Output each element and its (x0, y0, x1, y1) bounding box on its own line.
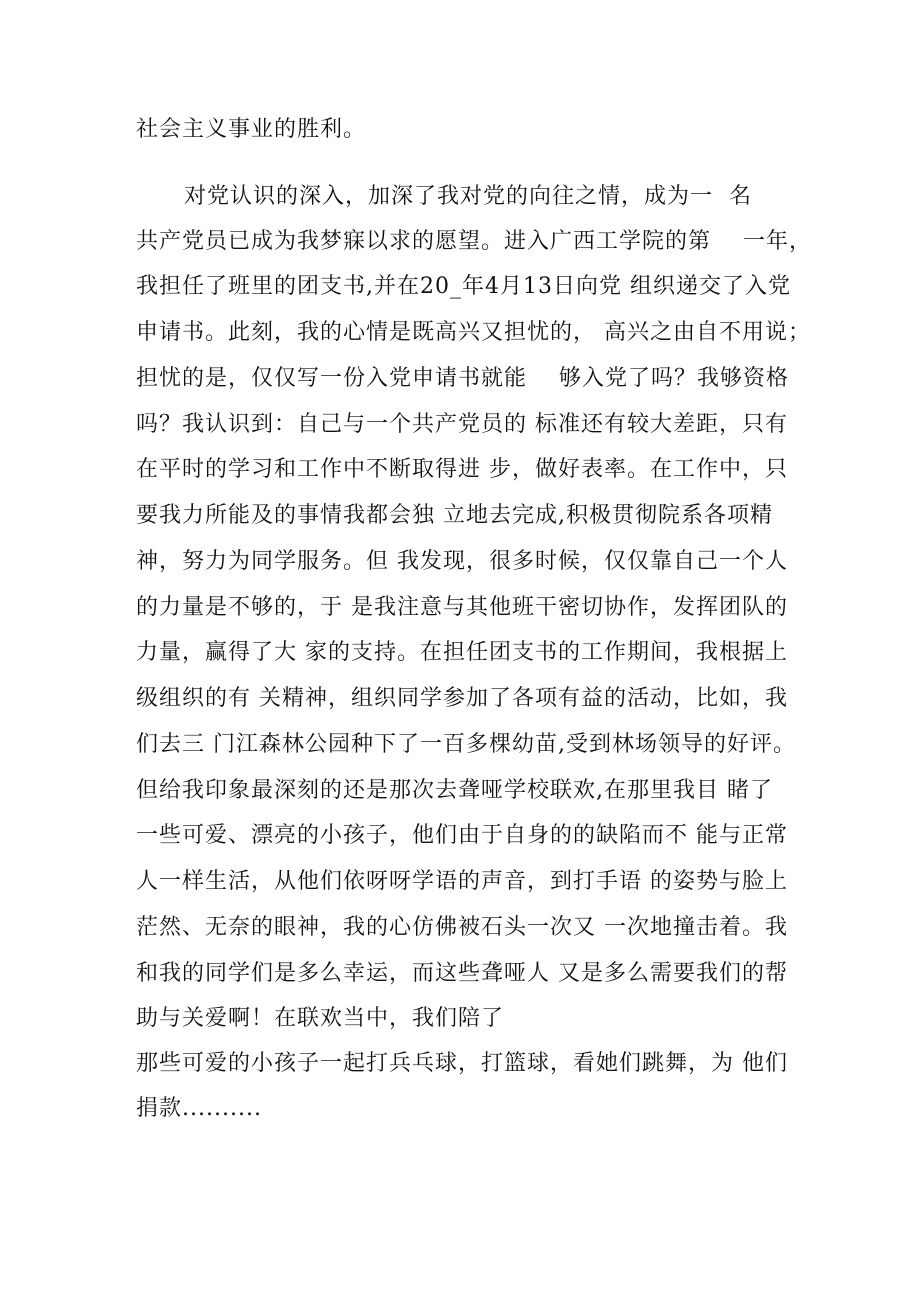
text-line: 级组织的有 关精神，组织同学参加了各项有益的活动，比如，我 (136, 686, 788, 711)
text-line: 共产党员已成为我梦寐以求的愿望。进入广西工学院的第 一年， (136, 229, 812, 254)
text-line: 但给我印象最深刻的还是那次去聋哑学校联欢,在那里我目 睹了 (136, 778, 773, 803)
text-line: 茫然、无奈的眼神，我的心仿佛被石头一次又 一次地撞击着。我 (136, 915, 788, 940)
text-line: 神，努力为同学服务。但 我发现，很多时候，仅仅靠自己一个人 (136, 549, 788, 574)
text-line: 一些可爱、漂亮的小孩子，他们由于自身的的缺陷而不 能与正常 (136, 823, 788, 848)
text-line: 们去三 门江森林公园种下了一百多棵幼苗,受到林场领导的好评。 (136, 732, 796, 757)
text-line: 那些可爱的小孩子一起打兵乓球，打篮球，看她们跳舞，为 他们 (136, 1051, 788, 1076)
text-line: 担忧的是，仅仅写一份入党申请书就能 够入党了吗？我够资格 (136, 366, 789, 391)
text-line: 力量，赢得了大 家的支持。在担任团支书的工作期间，我根据上 (136, 640, 788, 665)
text-line: 社会主义事业的胜利。 (136, 117, 367, 142)
text-line: 的力量是不够的，于 是我注意与其他班干密切协作，发挥团队的 (136, 595, 788, 620)
text-line: 和我的同学们是多么幸运，而这些聋哑人 又是多么需要我们的帮 (136, 961, 788, 986)
text-line: 吗？我认识到：自己与一个共产党员的 标准还有较大差距，只有 (136, 412, 788, 437)
text-line: 要我力所能及的事情我都会独 立地去完成,积极贯彻院系各项精 (136, 503, 773, 528)
text-line: 对党认识的深入，加深了我对党的向往之情，成为一 名 (136, 184, 752, 209)
text-line: 申请书。此刻，我的心情是既高兴又担忧的， 高兴之由自不用说； (136, 320, 811, 345)
text-line: 捐款.......... (136, 1096, 262, 1121)
text-line: 人一样生活，从他们依呀呀学语的声音，到打手语 的姿势与脸上 (136, 869, 788, 894)
text-line: 在平时的学习和工作中不断取得进 步，做好表率。在工作中，只 (136, 457, 788, 482)
text-line: 助与关爱啊！在联欢当中，我们陪了 (136, 1006, 505, 1031)
text-line: 我担任了班里的团支书,并在20_年4月13日向党 组织递交了入党 (136, 274, 791, 299)
